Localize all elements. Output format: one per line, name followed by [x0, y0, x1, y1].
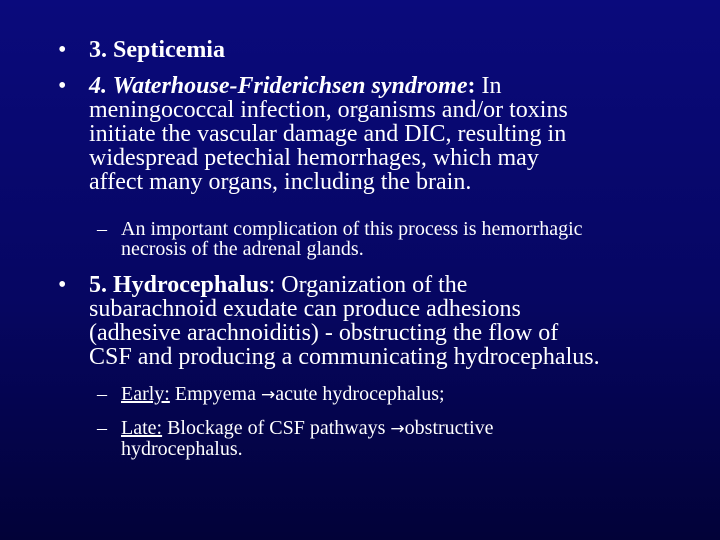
bullet-text: [89, 273, 689, 369]
arrow-right-icon: →: [260, 385, 276, 405]
bullet-text: [89, 74, 689, 194]
bullet-line-4: CSF and producing a communicating hydrocephalus.: [89, 344, 600, 370]
bullet-dot: •: [58, 73, 67, 99]
sub-bullet-text: [121, 219, 691, 259]
bullet-colon: :: [467, 73, 476, 99]
bullet-line-1-rest: In: [475, 73, 502, 99]
bullet-heading: 3. Septicemia: [89, 37, 225, 63]
bullet-text: [89, 38, 689, 62]
bullet-line-2: meningococcal infection, organisms and/or toxins: [89, 97, 568, 123]
sub-bullet-label: Late:: [121, 417, 163, 439]
bullet-dot: •: [58, 272, 67, 298]
sub-bullet-dash: –: [97, 218, 107, 240]
bullet-line-1: [89, 74, 689, 98]
sub-bullet-line-2: hydrocephalus.: [121, 438, 243, 460]
sub-bullet-text-b: acute hydrocephalus;: [275, 383, 445, 405]
bullet-line-5: affect many organs, including the brain.: [89, 169, 472, 195]
sub-bullet-text: [121, 418, 691, 459]
bullet-line-1-rest: : Organization of the: [268, 272, 468, 298]
bullet-line-3: (adhesive arachnoiditis) - obstructing the flow of: [89, 320, 559, 346]
bullet-line-3: initiate the vascular damage and DIC, resulting in: [89, 121, 567, 147]
bullet-line-2: subarachnoid exudate can produce adhesions: [89, 296, 521, 322]
sub-bullet-text-b: obstructive: [404, 417, 494, 439]
bullet-heading: 5. Hydrocephalus: [89, 272, 269, 298]
sub-bullet-text-a: Empyema: [169, 383, 261, 405]
sub-bullet-dash: –: [97, 417, 107, 439]
arrow-right-icon: →: [390, 419, 405, 439]
bullet-dot: •: [58, 37, 67, 63]
sub-bullet-line-1: An important complication of this process is hemorrhagic: [121, 218, 583, 240]
sub-bullet-text-a: Blockage of CSF pathways: [162, 417, 391, 439]
bullet-line-1: [89, 273, 689, 297]
bullet-line-4: widespread petechial hemorrhages, which may: [89, 145, 539, 171]
bullet-heading: 4. Waterhouse-Friderichsen syndrome: [89, 73, 468, 99]
sub-bullet-line-1: [121, 418, 691, 439]
sub-bullet-dash: –: [97, 383, 107, 405]
sub-bullet-line-2: necrosis of the adrenal glands.: [121, 238, 364, 260]
sub-bullet-text: [121, 384, 691, 405]
sub-bullet-label: Early:: [121, 383, 170, 405]
